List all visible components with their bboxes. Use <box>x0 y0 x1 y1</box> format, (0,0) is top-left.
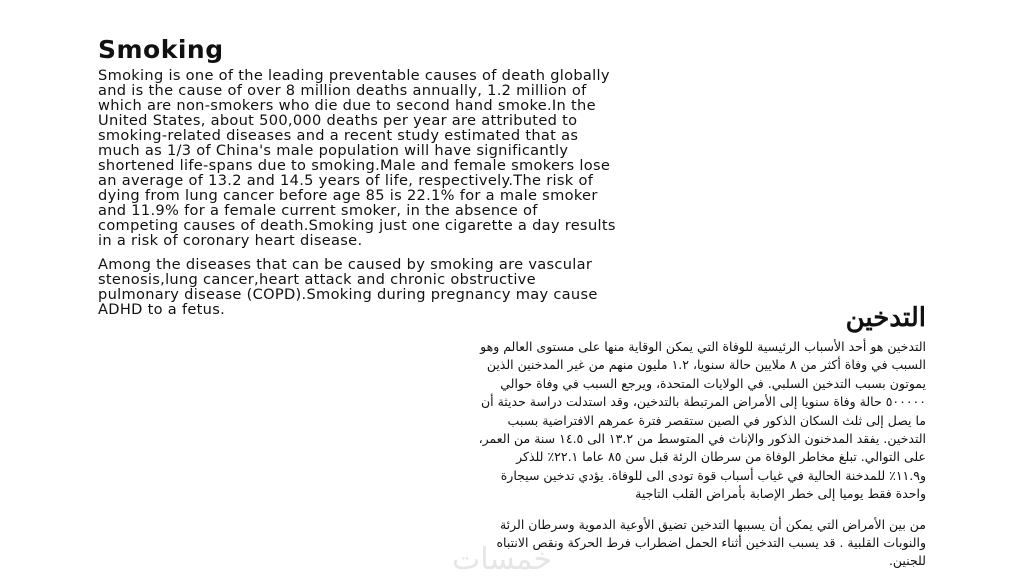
arabic-paragraph-2: من بين الأمراض التي يمكن أن يسببها التدخين تضيق الأوعية الدموية وسرطان الرئة والنوبات القلبية . قد يسبب التدخين أثناء الحمل اضطراب فرط الحركة ونقص الانتباه للجنين. <box>496 516 926 569</box>
watermark-logo: خمسات <box>452 542 553 577</box>
english-section <box>98 34 938 326</box>
arabic-paragraph-1: التدخين هو أحد الأسباب الرئيسية للوفاة التي يمكن الوقاية منها على مستوى العالم وهو السبب في وفاة أكثر من ٨ ملايين حالة سنويا، ١.٢ مليون منهم من غير المدخنين الذين يموتون بسبب التدخين السلبي. في الولايات المتحدة، ويرجع السبب في وفاة حوالي ٥٠٠٠٠٠ حالة وفاة سنويا إلى الأمراض المرتبطة بالتدخين، وقد استدلت دراسة حديثة أن ما يصل إلى ثلث السكان الذكور في الصين ستقصر فترة عمرهم الافتراضية بسبب التدخين. يفقد المدخنون الذكور والإناث في المتوسط من ١٣.٢ الى ١٤.٥ سنة من العمر، على التوالي. تبلغ مخاطر الوفاة من سرطان الرئة قبل سن ٨٥ عاما ٢٢.١٪ للذكر و١١.٩٪ للمدخنة الحالية في غياب أسباب قوة تودى الى للوفاة. يؤدي تدخين سيجارة واحدة فقط يوميا إلى خطر الإصابة بأمراض القلب التاجية <box>478 339 926 502</box>
english-paragraph-2: Among the diseases that can be caused by smoking are vascular stenosis,lung cancer,heart attack and chronic obstructive pulmonary disease (COPD).Smoking during pregnancy may cause ADHD to a fetus. <box>98 256 598 318</box>
english-title: Smoking <box>98 35 224 64</box>
english-paragraph-1: Smoking is one of the leading preventable causes of death globally and is the cause of over 8 million deaths annually, 1.2 million of which are non-smokers who die due to second hand smoke.In the United States, about 500,000 deaths per year are attributed to smoking-related diseases and a recent study estimated that as much as 1/3 of China's male population will have significantly shortened life-spans due to smoking.Male and female smokers lose an average of 13.2 and 14.5 years of life, respectively.The risk of dying from lung cancer before age 85 is 22.1% for a male smoker and 11.9% for a female current smoker, in the absence of competing causes of death.Smoking just one cigarette a day results in a risk of coronary heart disease. <box>98 67 616 249</box>
arabic-title: التدخين <box>845 303 926 333</box>
arabic-section <box>96 300 926 583</box>
